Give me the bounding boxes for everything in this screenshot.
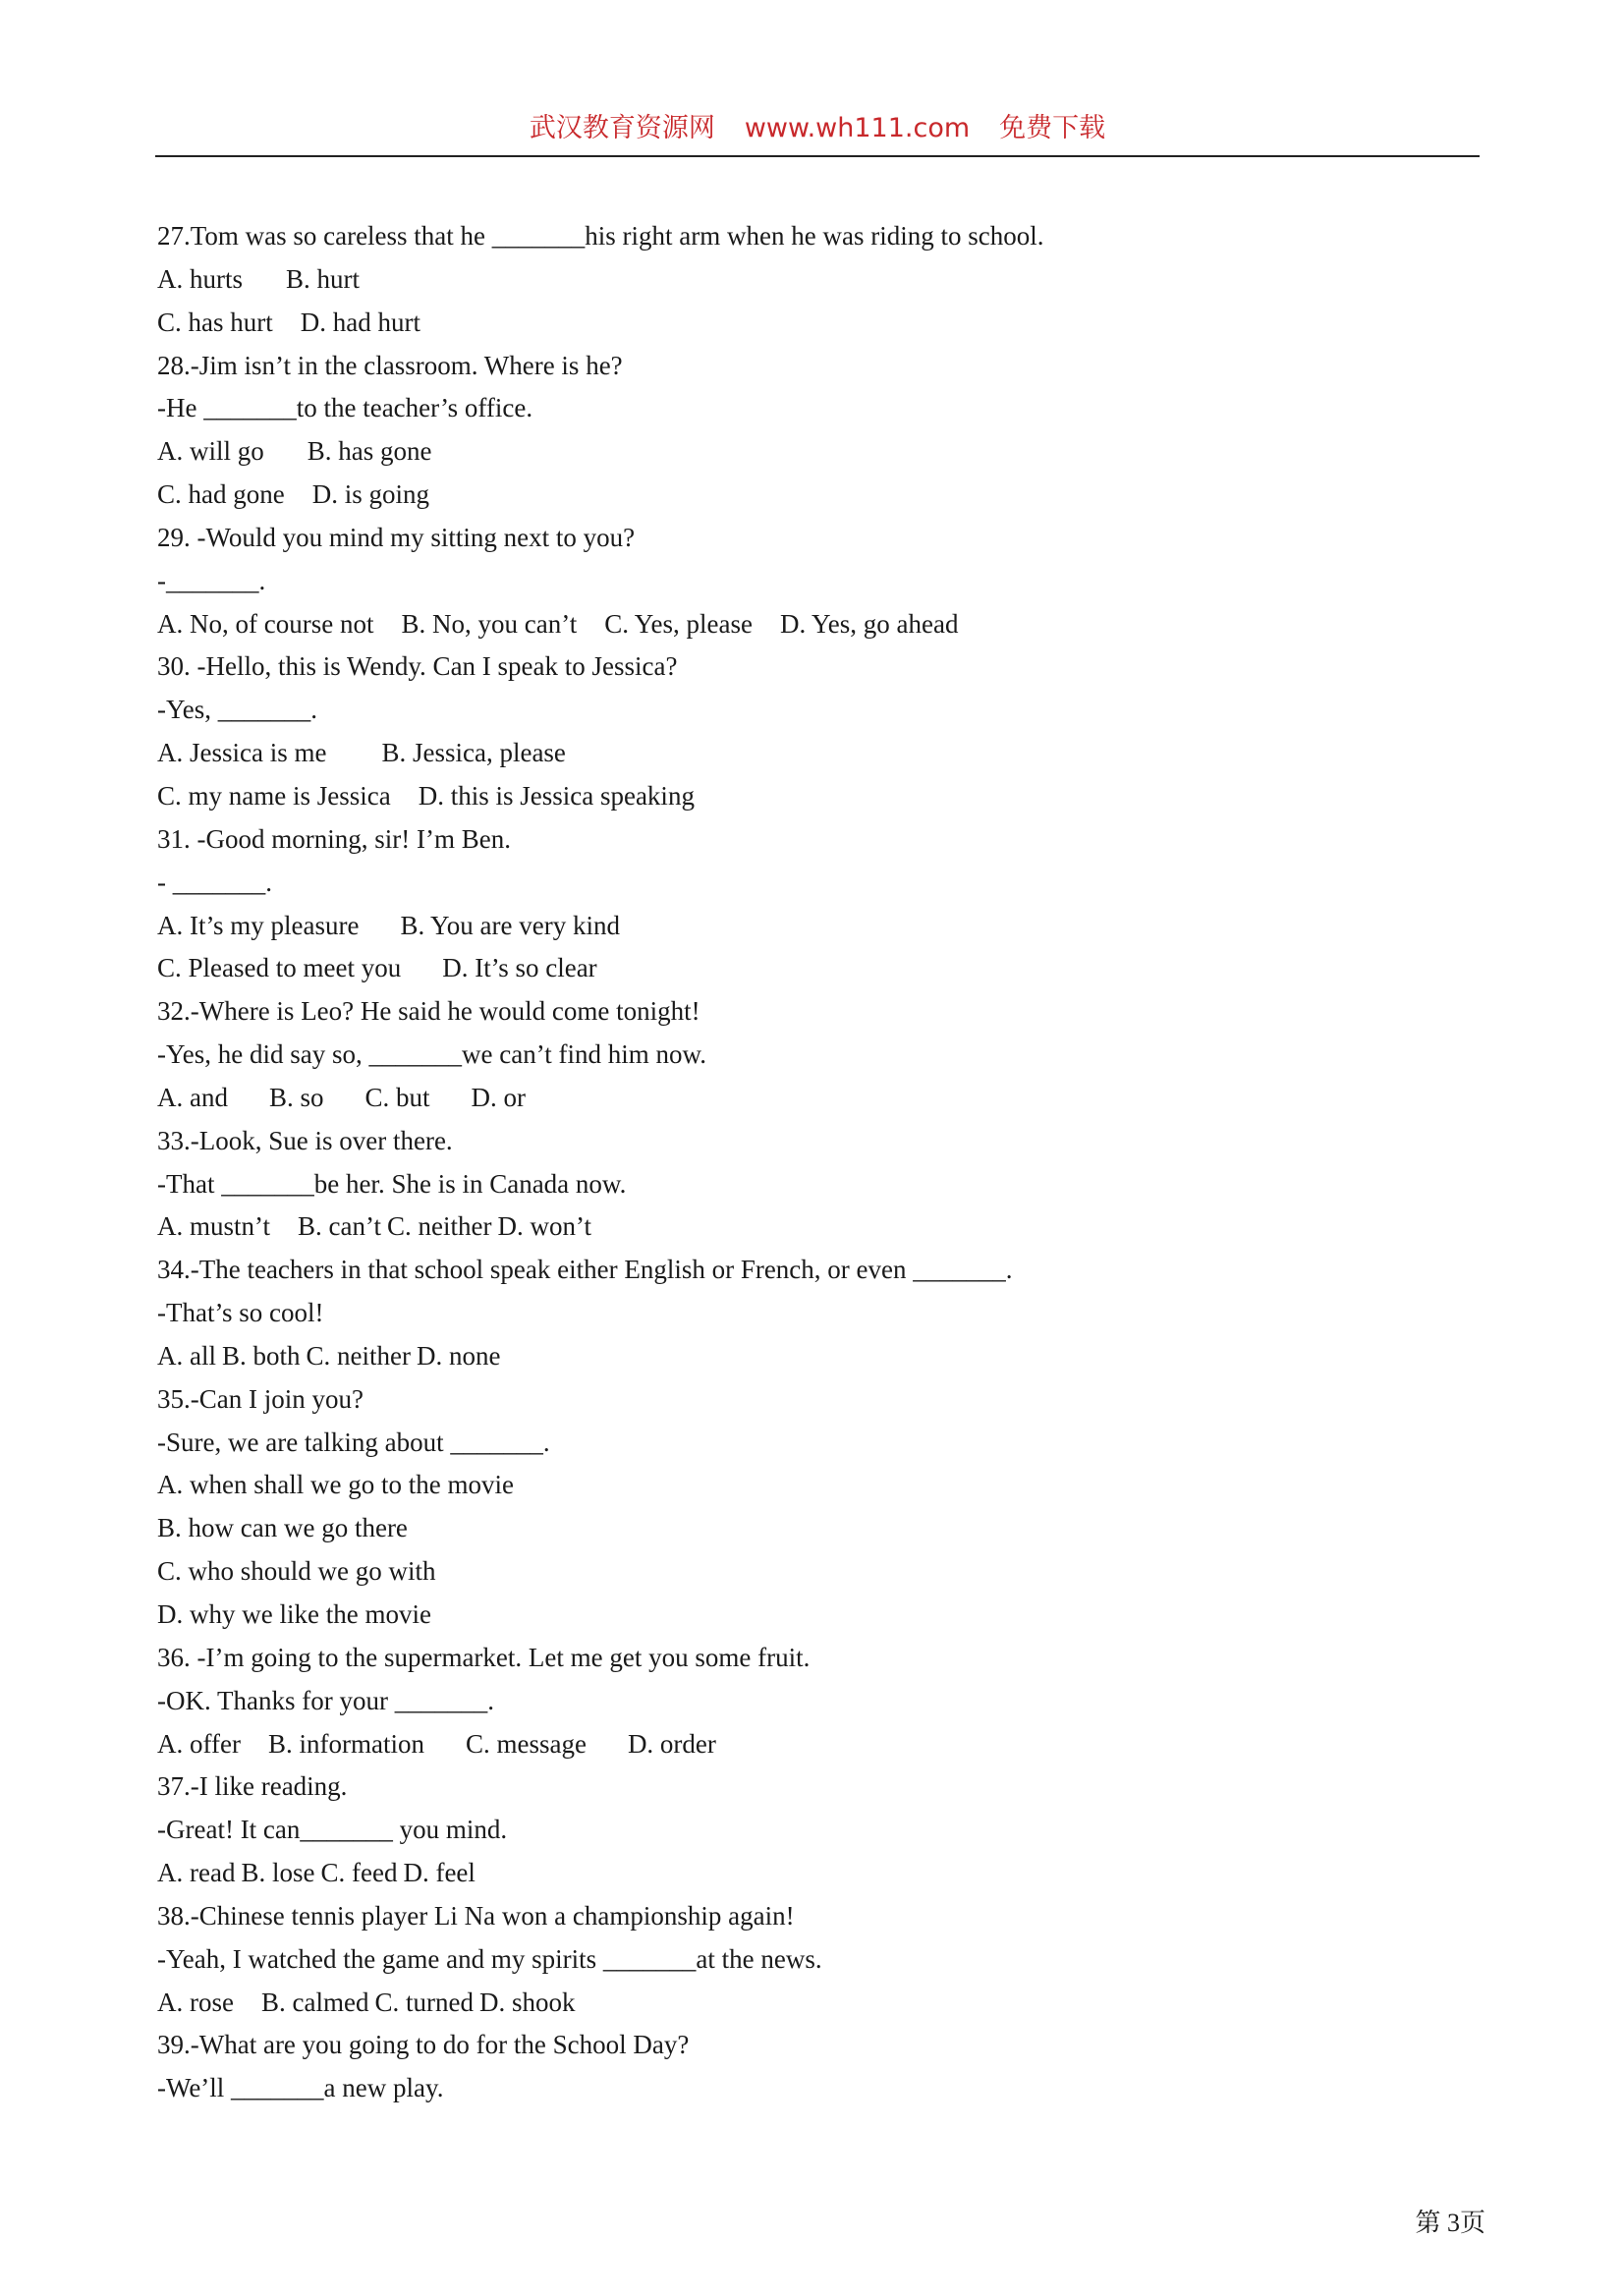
answer-option: C. turned bbox=[374, 1987, 474, 2017]
question-line: 34.-The teachers in that school speak either English or French, or even _______. bbox=[157, 1255, 1013, 1285]
page-number: 第 3页 bbox=[1415, 2209, 1485, 2237]
question-line: D. why we like the movie bbox=[157, 1599, 431, 1629]
question-line: C. who should we go with bbox=[157, 1556, 436, 1587]
question-line: 28.-Jim isn’t in the classroom. Where is he? bbox=[157, 350, 623, 380]
question-line: -_______. bbox=[157, 565, 266, 595]
answer-option: A. No, of course not bbox=[157, 608, 374, 639]
options-line bbox=[157, 1077, 1474, 1120]
options-line bbox=[157, 603, 1474, 646]
question-line: 30. -Hello, this is Wendy. Can I speak to Jessica? bbox=[157, 651, 678, 682]
answer-option: C. but bbox=[364, 1082, 430, 1112]
answer-option: D. Yes, go ahead bbox=[779, 608, 959, 639]
answer-option: A. mustn’t bbox=[157, 1211, 271, 1242]
answer-option: A. read bbox=[157, 1858, 236, 1888]
question-line: 36. -I’m going to the supermarket. Let me get you some fruit. bbox=[157, 1642, 811, 1672]
question-line: -Yes, he did say so, _______we can’t find him now. bbox=[157, 1039, 706, 1070]
question-line: -Sure, we are talking about _______. bbox=[157, 1427, 550, 1457]
answer-option: B. hurt bbox=[286, 263, 361, 294]
answer-option: B. information bbox=[267, 1728, 424, 1759]
question-line: B. how can we go there bbox=[157, 1513, 408, 1543]
question-line: 37.-I like reading. bbox=[157, 1771, 348, 1802]
answer-option: B. has gone bbox=[307, 436, 432, 467]
answer-option: D. this is Jessica speaking bbox=[418, 780, 695, 811]
answer-option: C. has hurt bbox=[157, 307, 273, 337]
options-line bbox=[157, 430, 1474, 474]
answer-option: C. Pleased to meet you bbox=[157, 953, 402, 983]
question-line: -We’ll _______a new play. bbox=[157, 2073, 444, 2103]
question-line: -OK. Thanks for your _______. bbox=[157, 1685, 494, 1715]
question-line: 38.-Chinese tennis player Li Na won a championship again! bbox=[157, 1900, 795, 1931]
answer-option: B. both bbox=[222, 1340, 301, 1371]
question-line: 35.-Can I join you? bbox=[157, 1383, 364, 1414]
question-line: - _______. bbox=[157, 867, 272, 897]
options-line bbox=[157, 1723, 1474, 1766]
answer-option: D. won’t bbox=[497, 1211, 591, 1242]
answer-option: C. neither bbox=[387, 1211, 492, 1242]
answer-option: C. Yes, please bbox=[604, 608, 753, 639]
options-line bbox=[157, 947, 1474, 990]
question-line: 27.Tom was so careless that he _______his right arm when he was riding to school. bbox=[157, 221, 1044, 251]
site-name: 武汉教育资源网 bbox=[529, 113, 715, 143]
header-divider bbox=[155, 155, 1480, 157]
options-line bbox=[157, 302, 1474, 345]
answer-option: C. neither bbox=[306, 1340, 411, 1371]
question-line: -That _______be her. She is in Canada now. bbox=[157, 1168, 627, 1199]
options-line bbox=[157, 258, 1474, 302]
answer-option: B. so bbox=[268, 1082, 324, 1112]
answer-option: D. had hurt bbox=[300, 307, 420, 337]
answer-option: B. can’t bbox=[298, 1211, 381, 1242]
answer-option: A. all bbox=[157, 1340, 216, 1371]
answer-option: C. feed bbox=[320, 1858, 398, 1888]
answer-option: D. feel bbox=[403, 1858, 476, 1888]
answer-option: D. is going bbox=[311, 479, 429, 510]
answer-option: A. rose bbox=[157, 1987, 234, 2017]
options-line bbox=[157, 1852, 1474, 1895]
options-line bbox=[157, 1982, 1474, 2025]
answer-option: A. Jessica is me bbox=[157, 738, 327, 768]
options-line bbox=[157, 1335, 1474, 1378]
options-line bbox=[157, 905, 1474, 948]
question-line: 29. -Would you mind my sitting next to you? bbox=[157, 522, 636, 552]
answer-option: C. my name is Jessica bbox=[157, 780, 391, 811]
question-list bbox=[157, 215, 1474, 2110]
page-header bbox=[155, 112, 1480, 145]
answer-option: D. none bbox=[417, 1340, 501, 1371]
answer-option: C. message bbox=[465, 1728, 587, 1759]
answer-option: D. or bbox=[471, 1082, 527, 1112]
options-line bbox=[157, 474, 1474, 517]
download-label: 免费下载 bbox=[999, 113, 1106, 143]
answer-option: B. No, you can’t bbox=[401, 608, 578, 639]
options-line bbox=[157, 1205, 1474, 1249]
question-line: 33.-Look, Sue is over there. bbox=[157, 1125, 453, 1155]
answer-option: D. order bbox=[627, 1728, 716, 1759]
answer-option: B. Jessica, please bbox=[381, 738, 566, 768]
options-line bbox=[157, 732, 1474, 775]
site-url-link[interactable]: www.wh111.com bbox=[744, 113, 971, 143]
question-line: 32.-Where is Leo? He said he would come tonight! bbox=[157, 996, 700, 1027]
answer-option: A. It’s my pleasure bbox=[157, 910, 360, 940]
question-line: 39.-What are you going to do for the School Day? bbox=[157, 2030, 690, 2060]
answer-option: B. lose bbox=[241, 1858, 315, 1888]
answer-option: D. shook bbox=[478, 1987, 576, 2017]
answer-option: A. and bbox=[157, 1082, 228, 1112]
answer-option: A. hurts bbox=[157, 263, 243, 294]
answer-option: D. It’s so clear bbox=[442, 953, 597, 983]
question-line: -Great! It can_______ you mind. bbox=[157, 1815, 508, 1845]
answer-option: B. You are very kind bbox=[400, 910, 620, 940]
answer-option: A. offer bbox=[157, 1728, 241, 1759]
answer-option: C. had gone bbox=[157, 479, 285, 510]
question-line: A. when shall we go to the movie bbox=[157, 1470, 514, 1500]
answer-option: A. will go bbox=[157, 436, 264, 467]
question-line: -That’s so cool! bbox=[157, 1298, 324, 1328]
question-line: -Yes, _______. bbox=[157, 695, 318, 725]
answer-option: B. calmed bbox=[260, 1987, 369, 2017]
question-line: 31. -Good morning, sir! I’m Ben. bbox=[157, 823, 511, 854]
question-line: -He _______to the teacher’s office. bbox=[157, 393, 533, 423]
options-line bbox=[157, 775, 1474, 818]
question-line: -Yeah, I watched the game and my spirits _______at the news. bbox=[157, 1943, 822, 1974]
